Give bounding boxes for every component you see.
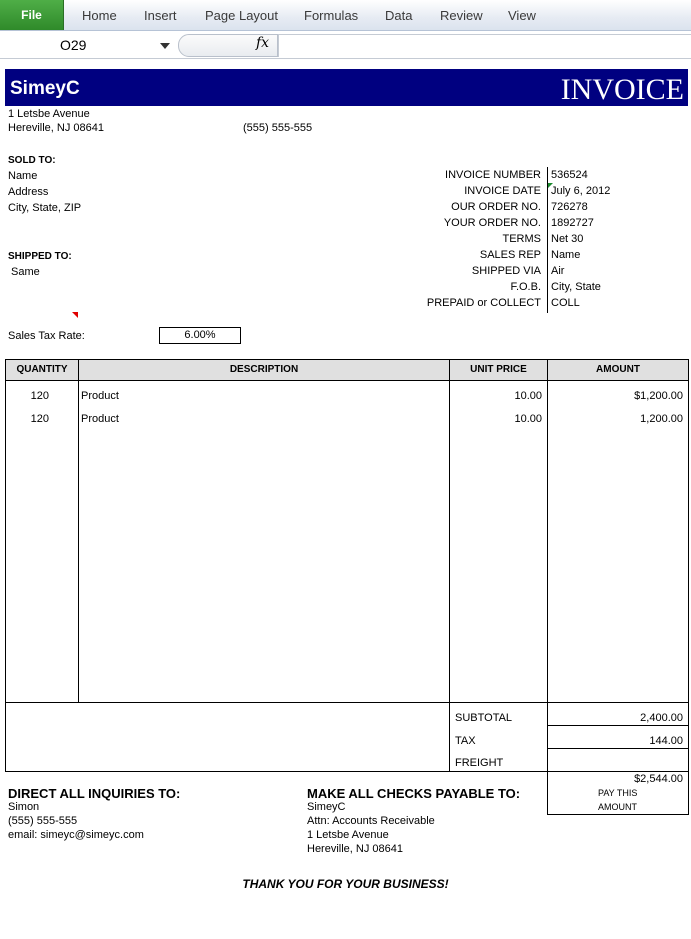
details-divider [547, 167, 548, 313]
table-row-quantity[interactable]: 120 [30, 413, 49, 425]
detail-value[interactable]: COLL [551, 297, 580, 309]
thank-you-message: THANK YOU FOR YOUR BUSINESS! [242, 877, 449, 891]
amount-label: AMOUNT [598, 802, 637, 812]
table-body-bottom [6, 702, 449, 703]
sales-tax-label: Sales Tax Rate: [8, 330, 85, 342]
sales-tax-rate-cell[interactable]: 6.00% [159, 327, 241, 344]
table-row-unit-price[interactable]: 10.00 [514, 390, 542, 402]
inquiries-heading: DIRECT ALL INQUIRIES TO: [8, 786, 181, 801]
formula-bar [0, 31, 691, 59]
detail-value[interactable]: City, State [551, 281, 601, 293]
checks-heading: MAKE ALL CHECKS PAYABLE TO: [307, 786, 521, 801]
tab-formulas[interactable]: Formulas [304, 8, 359, 23]
detail-value[interactable]: Net 30 [551, 233, 584, 245]
detail-label: YOUR ORDER NO. [443, 217, 541, 229]
shipped-to-value: Same [11, 266, 40, 278]
table-row-description[interactable]: Product [81, 390, 119, 402]
detail-label: SHIPPED VIA [471, 265, 541, 277]
totals-divider [548, 725, 688, 726]
pay-this-label: PAY THIS [598, 788, 638, 798]
total-due-box [547, 771, 689, 815]
sold-to-address: Address [8, 186, 49, 198]
sold-to-name: Name [8, 170, 38, 182]
detail-label: TERMS [502, 233, 541, 245]
tab-view[interactable]: View [508, 8, 536, 23]
table-header [6, 360, 688, 381]
ribbon [0, 0, 691, 31]
name-box-value: O29 [60, 37, 87, 53]
table-row-unit-price[interactable]: 10.00 [514, 413, 542, 425]
company-name: SimeyC [10, 78, 80, 99]
insert-function-icon[interactable]: fx [256, 35, 270, 51]
total-due-value[interactable]: $2,544.00 [634, 773, 683, 785]
subtotal-value[interactable]: 2,400.00 [640, 712, 683, 724]
name-box[interactable] [0, 33, 178, 57]
table-body-bottom [450, 702, 547, 703]
detail-value[interactable]: 536524 [551, 169, 588, 181]
checks-address-1: 1 Letsbe Avenue [307, 829, 389, 841]
items-table [5, 359, 689, 772]
company-address-2: Hereville, NJ 08641 [8, 122, 104, 134]
comment-indicator[interactable] [72, 312, 78, 318]
checks-payee: SimeyC [307, 801, 346, 813]
table-row-quantity[interactable]: 120 [30, 390, 49, 402]
table-row-amount[interactable]: $1,200.00 [634, 390, 683, 402]
column-header-amount: AMOUNT [596, 364, 640, 375]
sold-to-city: City, State, ZIP [8, 202, 82, 214]
table-row-description[interactable]: Product [81, 413, 119, 425]
tab-data[interactable]: Data [385, 8, 413, 23]
detail-label: PREPAID or COLLECT [426, 297, 541, 309]
formula-input[interactable] [278, 34, 691, 57]
chevron-down-icon[interactable] [160, 43, 170, 49]
company-address-1: 1 Letsbe Avenue [8, 108, 90, 120]
tab-insert[interactable]: Insert [144, 8, 177, 23]
detail-label: F.O.B. [510, 281, 541, 293]
detail-value[interactable]: 726278 [551, 201, 588, 213]
detail-label: OUR ORDER NO. [451, 201, 541, 213]
tax-value[interactable]: 144.00 [649, 735, 683, 747]
inquiries-name: Simon [8, 801, 40, 813]
file-tab[interactable]: File [0, 0, 64, 30]
invoice-title: INVOICE [560, 73, 684, 106]
table-row-amount[interactable]: 1,200.00 [640, 413, 683, 425]
detail-value[interactable]: Name [551, 249, 581, 261]
checks-attn: Attn: Accounts Receivable [307, 815, 435, 827]
tab-page-layout[interactable]: Page Layout [205, 8, 279, 23]
column-header-description: DESCRIPTION [229, 364, 299, 375]
sold-to-heading: SOLD TO: [8, 155, 56, 166]
detail-label: INVOICE DATE [464, 185, 541, 197]
tab-home[interactable]: Home [82, 8, 117, 23]
company-phone: (555) 555-555 [243, 122, 313, 134]
inquiries-email: email: simeyc@simeyc.com [8, 829, 144, 841]
tax-label: TAX [455, 735, 476, 747]
detail-value[interactable]: Air [551, 265, 565, 277]
column-header-quantity: QUANTITY [16, 364, 68, 375]
detail-value[interactable]: July 6, 2012 [551, 185, 611, 197]
inquiries-phone: (555) 555-555 [8, 815, 78, 827]
checks-address-2: Hereville, NJ 08641 [307, 843, 403, 855]
column-header-unit-price: UNIT PRICE [470, 364, 527, 375]
freight-label: FREIGHT [455, 757, 504, 769]
totals-divider [548, 748, 688, 749]
detail-value[interactable]: 1892727 [551, 217, 594, 229]
tab-review[interactable]: Review [440, 8, 483, 23]
detail-label: SALES REP [479, 249, 541, 261]
table-body-bottom [548, 702, 688, 703]
shipped-to-heading: SHIPPED TO: [8, 251, 72, 262]
subtotal-label: SUBTOTAL [455, 712, 513, 724]
column-divider [78, 360, 79, 702]
detail-label: INVOICE NUMBER [445, 169, 541, 181]
